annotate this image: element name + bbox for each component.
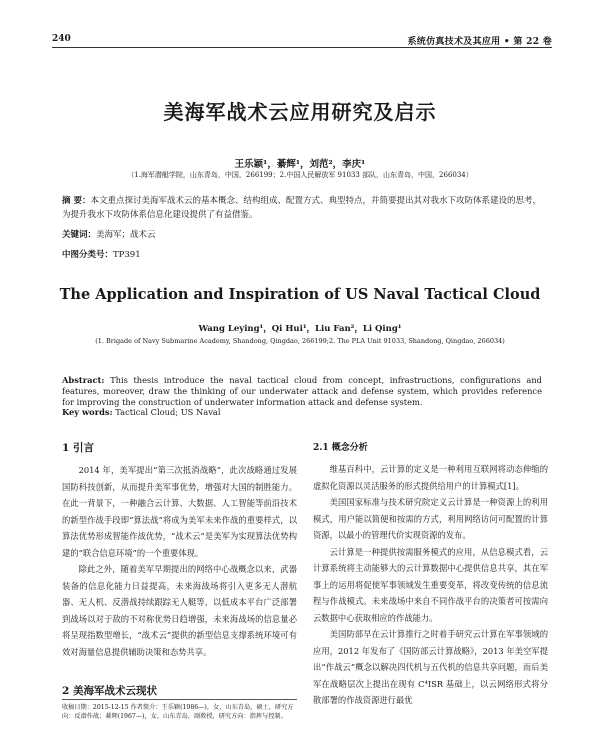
keywords-chinese-text: 美海军；战术云 [96, 230, 156, 240]
footnote: 收稿日期：2015-12-15 作者简介：王乐颖(1986—)，女，山东青岛，硕士，研究方向：反潜作战；綦辉(1967—)，女，山东青岛，副教授，研究方向：指挥与控制。 [62, 704, 294, 720]
keywords-english [62, 407, 221, 417]
authors-chinese: 王乐颖¹，綦辉¹，刘范²，李庆¹ [234, 159, 366, 170]
header-rule [52, 47, 552, 48]
keywords-english-label: Key words: [62, 407, 113, 417]
keywords-english-text: Tactical Cloud; US Naval [115, 407, 221, 417]
page-number: 240 [52, 34, 71, 44]
subsection-heading-concept: 2.1 概念分析 [313, 443, 368, 453]
affiliation-chinese: （1.海军潜艇学院，山东青岛，中国，266199；2.中国人民解放军 91033 部队，山东青岛，中国，266034） [127, 171, 473, 179]
title-english: The Application and Inspiration of US Naval Tactical Cloud [59, 286, 541, 303]
classification-value: TP391 [113, 250, 141, 260]
paragraph: 美国国家标准与技术研究院定义云计算是一种资源上的利用模式，用户能以简便和按需的方式，利用网络访问可配置的计算资源，以最小的管理代价实现资源的发布。 [313, 497, 548, 540]
classification-label: 中图分类号： [62, 250, 114, 260]
paragraph: 美国防部早在云计算推行之时着手研究云计算在军事领域的应用，2012 年发布了《国防部云计算战略》，2013 年美空军提出“作战云”概念以解决四代机与五代机的信息共享问题，而后美军在战略层次上提出在现有 C⁴ISR 基础上，以云网络形式将分散部署的作战资源进行最优 [313, 629, 548, 705]
right-column [313, 440, 548, 709]
paragraph: 2014 年，美军提出“第三次抵消战略”，此次战略通过发展国防科技创新，从而提升美军事优势，增强对大国的制胜能力。在此一背景下，一种融合云计算、大数据、人工智能等前沿技术的新型作战手段即“算法战”将成为美军未来作战的重要样式，以算法优势形成智能作战优势，“战术云”是美军为实现算法优势构建的“联合信息环境”的一个重要体现。 [62, 465, 297, 558]
paragraph: 除此之外，随着美军早期提出的网络中心战概念以来，武器装备的信息化能力日益提高，未来海战场将引入更多无人潜航器、无人机、反潜战持续跟踪无人艇等，以低成本平台广泛部署到战场以对于敌的不对称优势日趋增强，未来海战场的信息量必将呈现指数型增长，“战术云”提供的新型信息支撑系统环境可有效对海量信息提供辅助决策和态势共享。 [62, 564, 297, 657]
abstract-chinese-label: 摘 要： [62, 196, 91, 206]
abstract-english [62, 375, 542, 408]
title-chinese: 美海军战术云应用研究及启示 [163, 100, 437, 124]
abstract-english-label: Abstract: [62, 375, 105, 385]
left-column [62, 440, 297, 660]
keywords-chinese-label: 关键词： [62, 230, 97, 240]
affiliation-english: (1. Brigade of Navy Submarine Academy, Shandong, Qingdao, 266199;2. The PLA Unit 91033, Shandong, Qingdao, 266034) [95, 337, 505, 345]
keywords-chinese [62, 228, 156, 240]
abstract-chinese [62, 194, 542, 222]
journal-name: 系统仿真技术及其应用 • 第 22 卷 [407, 37, 552, 47]
abstract-english-text: This thesis introduce the naval tactical cloud from concept, infrastructions, configurations and features, moreover, draw the thinking of our underwater attack and defense system, which provides reference for improving the construction of underwater information attack and defense system. [62, 375, 542, 407]
classification-number [62, 248, 141, 260]
footnote-rule [62, 699, 297, 700]
authors-english: Wang Leying¹，Qi Hui¹，Liu Fan²，Li Qing¹ [198, 324, 402, 334]
section-heading-introduction: 1 引言 [62, 442, 94, 454]
running-header [52, 34, 552, 46]
paragraph: 维基百科中，云计算的定义是一种利用互联网将动态伸缩的虚拟化资源以灵活服务的形式提供给用户的计算模式[1]。 [313, 464, 548, 491]
abstract-chinese-text: 本文重点探讨美海军战术云的基本概念、结构组成、配置方式、典型特点，并简要提出其对我水下攻防体系建设的思考，为提升我水下攻防体系信息化建设提供了有益借鉴。 [62, 196, 541, 220]
section-heading-status: 2 美海军战术云现状 [62, 685, 157, 697]
paragraph: 云计算是一种提供按需服务模式的应用，从信息模式看，云计算系统将主动能够大的云计算数据中心提供信息共享，其在军事上的运用将促使军事领域发生重要变革，将改变传统的信息流程与作战模式。未来战场中来自不同作战平台的决策者可按需向云数据中心获取相应的作战能力。 [313, 546, 548, 623]
